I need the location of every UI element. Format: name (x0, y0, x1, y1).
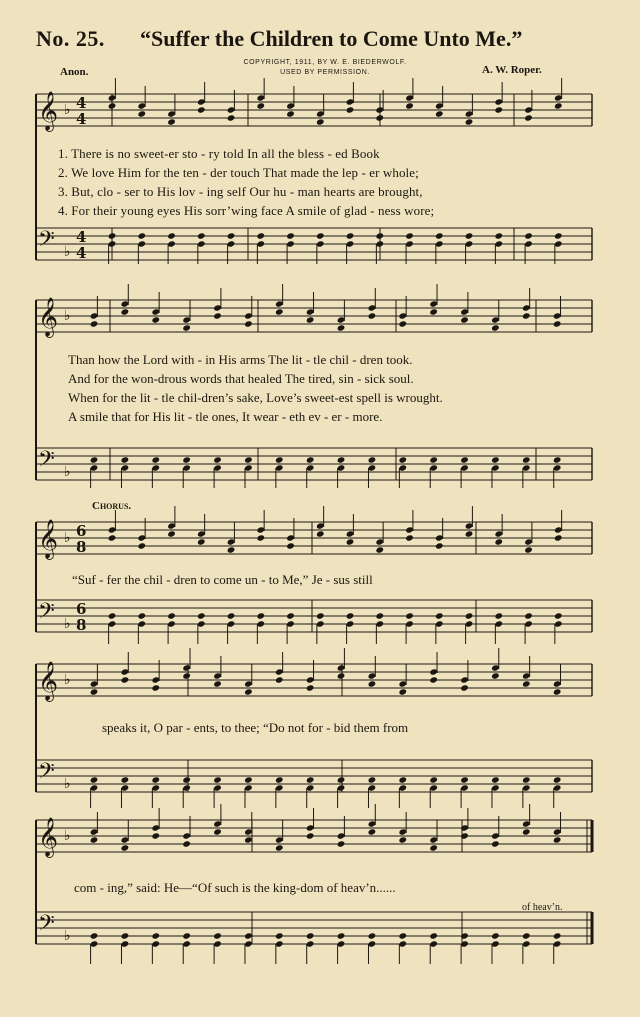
treble-clef: 𝄞 (38, 91, 59, 131)
note-head (213, 312, 222, 319)
note-head (553, 836, 562, 843)
note-head (553, 932, 562, 939)
note-head (368, 776, 377, 783)
note-head (244, 320, 253, 327)
verse-2-line-1: 2. We love Him for the ten - der touch That made the lep - er whole; (58, 165, 419, 180)
note-head (337, 672, 346, 679)
note-head (553, 688, 562, 695)
key-flat: ♭ (64, 308, 71, 324)
note-head (108, 612, 117, 619)
note-head (151, 316, 160, 323)
note-head (494, 538, 503, 545)
note-head (491, 776, 500, 783)
note-head (368, 312, 377, 319)
words-credit: Anon. (60, 66, 89, 78)
note-head (182, 324, 191, 331)
treble-clef: 𝄞 (38, 297, 59, 337)
note-head (429, 776, 438, 783)
note-head (182, 840, 191, 847)
note-head (256, 612, 265, 619)
note-head (167, 232, 176, 239)
note-head (375, 232, 384, 239)
verse-3-line-2: When for the lit - tle chil-dren’s sake, Love’s sweet-est spell is wrought. (68, 390, 443, 405)
note-head (182, 672, 191, 679)
note-head (137, 612, 146, 619)
verse-4-line-2: A smile that for His lit - tle ones, It wear - eth ev - er - more. (68, 409, 383, 424)
verse-4-line-1: 4. For their young eyes His sorr’wing face A smile of glad - ness wore; (58, 203, 435, 218)
note-head (553, 320, 562, 327)
treble-clef: 𝄞 (38, 661, 59, 701)
note-head (121, 932, 130, 939)
verse-2-line-2: And for the won-drous words that healed The tired, sin - sick soul. (68, 371, 414, 386)
note-head (275, 308, 284, 315)
note-head (375, 114, 384, 121)
bass-clef: 𝄢 (38, 759, 55, 789)
note-head (137, 232, 146, 239)
note-head (227, 114, 236, 121)
note-head (182, 456, 191, 463)
key-flat: ♭ (64, 464, 71, 480)
note-head (121, 844, 130, 851)
note-head (429, 456, 438, 463)
note-head (227, 546, 236, 553)
note-head (90, 836, 99, 843)
time-sig-bottom: 4 (76, 244, 87, 262)
chorus-line-3: com - ing,” said: He—“Of such is the king-dom of heav’n...... (74, 880, 396, 895)
note-head (182, 932, 191, 939)
note-head (151, 932, 160, 939)
note-head (554, 534, 563, 541)
note-head (522, 828, 531, 835)
note-head (256, 102, 265, 109)
note-head (554, 232, 563, 239)
time-sig-bottom: 4 (76, 110, 87, 128)
bass-clef: 𝄢 (38, 599, 55, 629)
chorus-line-2: speaks it, O par - ents, to thee; “Do not for - bid them from (102, 720, 409, 735)
key-flat: ♭ (64, 828, 71, 844)
note-head (398, 456, 407, 463)
bass-clef: 𝄢 (38, 911, 55, 941)
note-head (491, 840, 500, 847)
time-sig-bottom: 8 (76, 616, 87, 634)
note-head (368, 680, 377, 687)
note-head (429, 676, 438, 683)
note-head (375, 612, 384, 619)
note-head (121, 456, 130, 463)
note-head (368, 456, 377, 463)
verse-1-line-1: 1. There is no sweet-er sto - ry told In all the bless - ed Book (58, 146, 380, 161)
note-head (90, 456, 99, 463)
note-head (286, 612, 295, 619)
note-head (90, 776, 99, 783)
note-head (368, 932, 377, 939)
note-head (286, 110, 295, 117)
key-flat: ♭ (64, 244, 71, 260)
note-head (306, 832, 315, 839)
note-head (121, 776, 130, 783)
note-head (275, 676, 284, 683)
note-head (405, 534, 414, 541)
note-head (346, 538, 355, 545)
note-head (197, 612, 206, 619)
note-head (553, 456, 562, 463)
note-head (275, 776, 284, 783)
note-head (491, 324, 500, 331)
note-head (244, 688, 253, 695)
note-head (316, 118, 325, 125)
note-head (213, 776, 222, 783)
note-head (90, 688, 99, 695)
key-flat: ♭ (64, 616, 71, 632)
note-head (337, 840, 346, 847)
note-head (368, 828, 377, 835)
permission-line: USED BY PERMISSION. (280, 69, 370, 76)
note-head (256, 232, 265, 239)
note-head (108, 534, 117, 541)
note-head (554, 612, 563, 619)
note-head (522, 456, 531, 463)
note-head (405, 232, 414, 239)
note-head (346, 106, 355, 113)
verse-3-line-1: 3. But, clo - ser to His lov - ing self Our hu - man hearts are brought, (58, 184, 423, 199)
note-head (460, 684, 469, 691)
note-head (398, 932, 407, 939)
note-head (275, 844, 284, 851)
note-head (244, 836, 253, 843)
note-head (306, 316, 315, 323)
note-head (465, 232, 474, 239)
treble-clef: 𝄞 (38, 519, 59, 559)
note-head (286, 232, 295, 239)
note-head (554, 102, 563, 109)
note-head (375, 546, 384, 553)
note-head (524, 612, 533, 619)
note-head (244, 456, 253, 463)
note-head (121, 676, 130, 683)
time-sig-bottom: 8 (76, 538, 87, 556)
note-head (398, 836, 407, 843)
note-head (405, 102, 414, 109)
note-head (286, 542, 295, 549)
note-head (137, 542, 146, 549)
key-flat: ♭ (64, 776, 71, 792)
time-sig-top: 4 (76, 228, 87, 246)
chorus-line-1: “Suf - fer the chil - dren to come un - to Me,” Je - sus still (72, 572, 373, 587)
note-head (435, 612, 444, 619)
note-head (213, 932, 222, 939)
note-head (167, 118, 176, 125)
note-head (197, 106, 206, 113)
note-head (491, 932, 500, 939)
time-sig-top: 6 (76, 522, 87, 540)
note-head (227, 232, 236, 239)
note-head (108, 232, 117, 239)
note-head (460, 776, 469, 783)
note-head (429, 308, 438, 315)
note-head (491, 456, 500, 463)
note-head (337, 456, 346, 463)
note-head (522, 932, 531, 939)
note-head (465, 118, 474, 125)
key-flat: ♭ (64, 102, 71, 118)
note-head (167, 530, 176, 537)
note-head (429, 932, 438, 939)
note-head (306, 932, 315, 939)
note-head (244, 776, 253, 783)
note-head (256, 534, 265, 541)
note-head (182, 776, 191, 783)
note-head (213, 828, 222, 835)
note-head (494, 106, 503, 113)
note-head (398, 688, 407, 695)
chorus-label: Chorus. (92, 500, 132, 512)
note-head (346, 612, 355, 619)
note-head (121, 308, 130, 315)
note-head (524, 232, 533, 239)
note-head (306, 456, 315, 463)
hymn-number: No. 25. (36, 26, 105, 51)
note-head (197, 538, 206, 545)
note-head (553, 776, 562, 783)
note-head (405, 612, 414, 619)
note-head (108, 102, 117, 109)
note-head (151, 684, 160, 691)
note-head (491, 672, 500, 679)
note-head (151, 832, 160, 839)
note-head (522, 776, 531, 783)
note-head (275, 456, 284, 463)
key-flat: ♭ (64, 530, 71, 546)
chorus-tag: of heav’n. (522, 902, 563, 913)
note-head (522, 680, 531, 687)
note-head (316, 612, 325, 619)
note-head (460, 456, 469, 463)
note-head (494, 612, 503, 619)
note-head (306, 776, 315, 783)
hymn-title: “Suffer the Children to Come Unto Me.” (140, 26, 523, 51)
note-head (435, 232, 444, 239)
note-head (197, 232, 206, 239)
copyright-line: COPYRIGHT, 1911, BY W. E. BIEDERWOLF. (243, 59, 407, 66)
note-head (227, 612, 236, 619)
note-head (244, 932, 253, 939)
verse-1-line-2: Than how the Lord with - in His arms The lit - tle chil - dren took. (68, 352, 413, 367)
note-head (337, 324, 346, 331)
note-head (429, 844, 438, 851)
note-head (306, 684, 315, 691)
treble-clef: 𝄞 (38, 817, 59, 857)
note-head (213, 456, 222, 463)
time-sig-top: 6 (76, 600, 87, 618)
music-credit: A. W. Roper. (482, 64, 542, 76)
note-head (398, 776, 407, 783)
note-head (167, 612, 176, 619)
note-head (524, 546, 533, 553)
note-head (465, 612, 474, 619)
note-head (337, 932, 346, 939)
note-head (460, 316, 469, 323)
note-head (465, 530, 474, 537)
note-head (435, 542, 444, 549)
note-head (151, 456, 160, 463)
note-head (398, 320, 407, 327)
note-head (522, 312, 531, 319)
note-head (275, 932, 284, 939)
note-head (90, 932, 99, 939)
note-head (151, 776, 160, 783)
note-head (213, 680, 222, 687)
note-head (316, 530, 325, 537)
note-head (524, 114, 533, 121)
key-flat: ♭ (64, 928, 71, 944)
note-head (435, 110, 444, 117)
note-head (337, 776, 346, 783)
note-head (346, 232, 355, 239)
note-head (494, 232, 503, 239)
note-head (137, 110, 146, 117)
bass-clef: 𝄢 (38, 227, 55, 257)
note-head (90, 320, 99, 327)
time-sig-top: 4 (76, 94, 87, 112)
bass-clef: 𝄢 (38, 447, 55, 477)
note-head (316, 232, 325, 239)
key-flat: ♭ (64, 672, 71, 688)
